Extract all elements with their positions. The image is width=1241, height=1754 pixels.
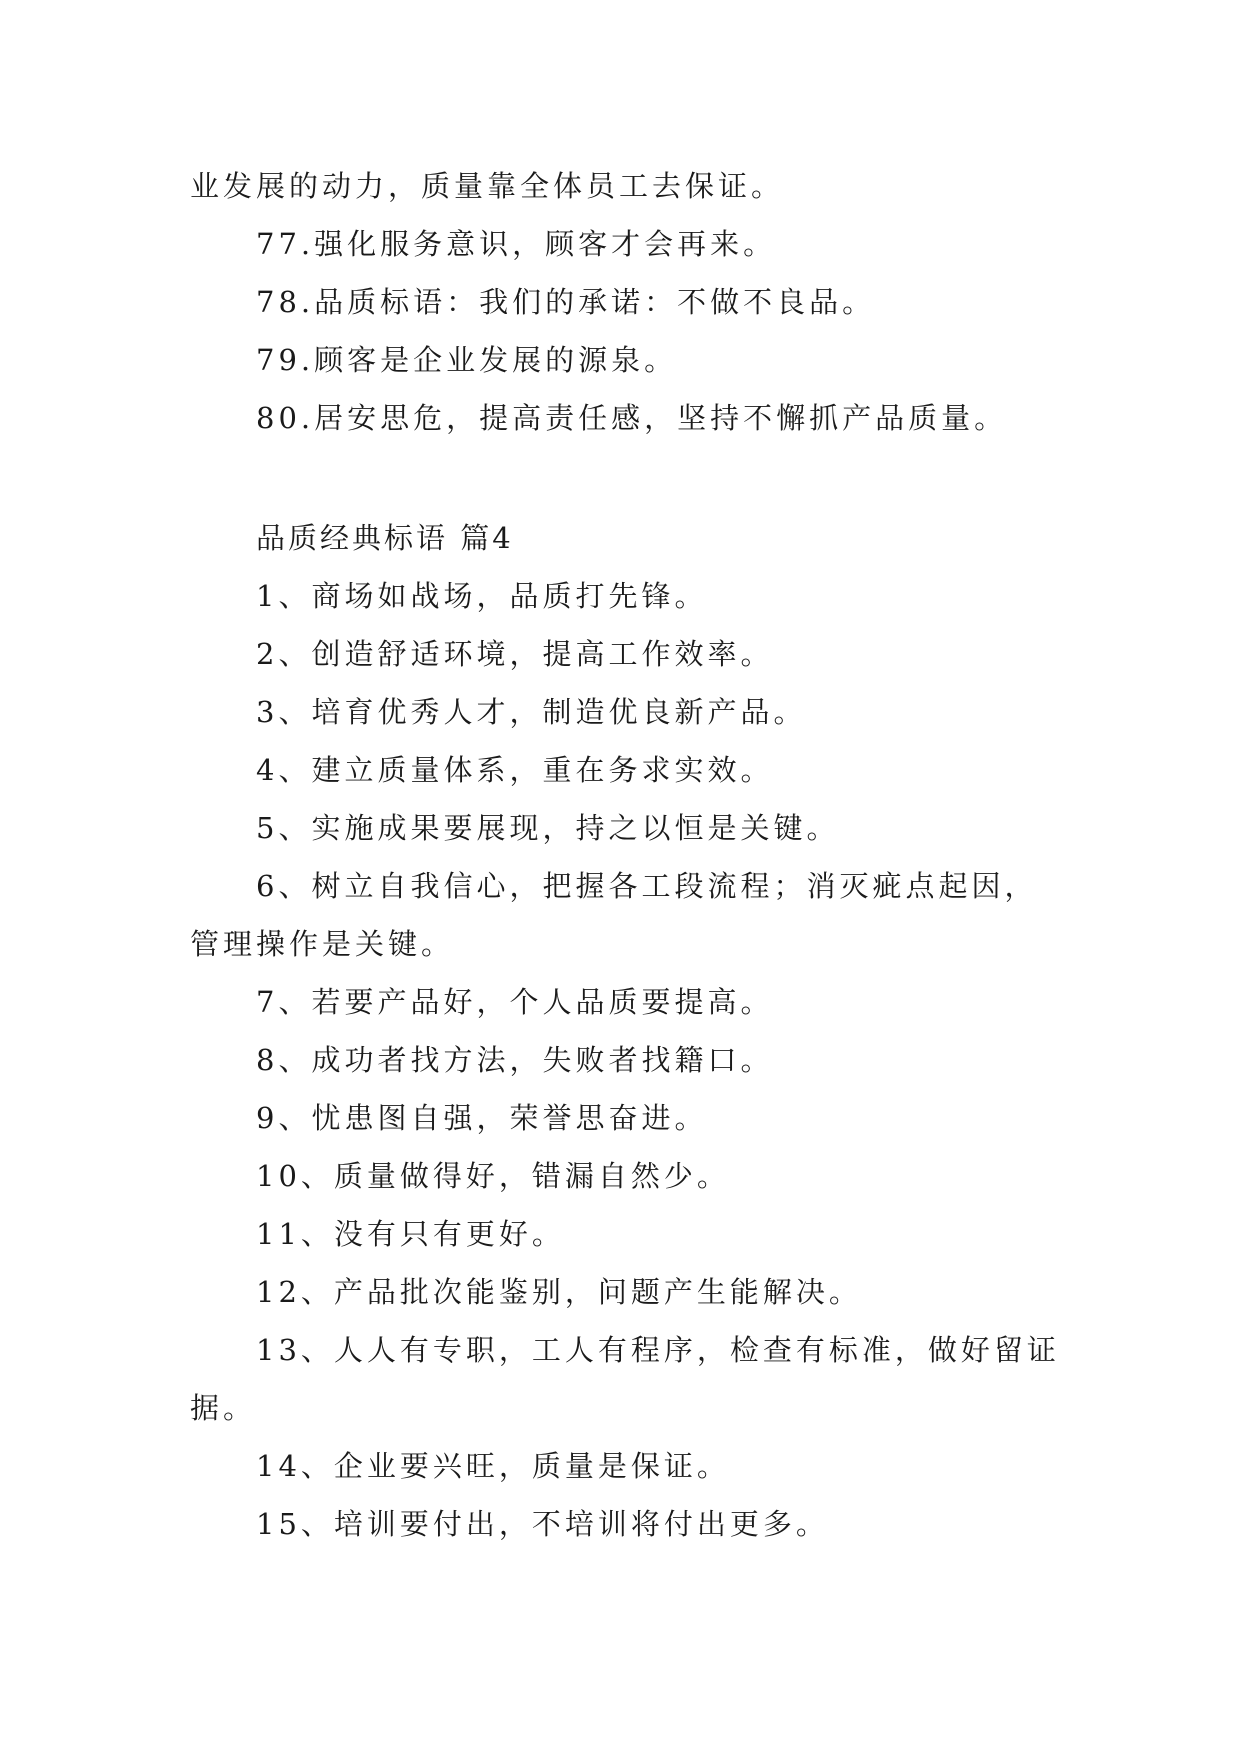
slogan-9: 9、忧患图自强，荣誉思奋进。: [256, 1101, 708, 1135]
slogan-77: 77.强化服务意识，顾客才会再来。: [256, 227, 777, 261]
slogan-80: 80.居安思危，提高责任感，坚持不懈抓产品质量。: [256, 401, 1008, 435]
slogan-2: 2、创造舒适环境，提高工作效率。: [256, 637, 774, 671]
slogan-10: 10、质量做得好，错漏自然少。: [256, 1159, 730, 1193]
slogan-12: 12、产品批次能鉴别，问题产生能解决。: [256, 1275, 862, 1309]
slogan-13-continuation: 据。: [190, 1391, 257, 1425]
slogan-1: 1、商场如战场，品质打先锋。: [256, 579, 708, 613]
slogan-5: 5、实施成果要展现，持之以恒是关键。: [256, 811, 840, 845]
slogan-6-continuation: 管理操作是关键。: [190, 927, 455, 961]
slogan-7: 7、若要产品好，个人品质要提高。: [256, 985, 774, 1019]
slogan-11: 11、没有只有更好。: [256, 1217, 565, 1251]
slogan-3: 3、培育优秀人才，制造优良新产品。: [256, 695, 807, 729]
slogan-8: 8、成功者找方法，失败者找籍口。: [256, 1043, 774, 1077]
slogan-78: 78.品质标语：我们的承诺：不做不良品。: [256, 285, 876, 319]
slogan-14: 14、企业要兴旺，质量是保证。: [256, 1449, 730, 1483]
text-line-continuation: 业发展的动力，质量靠全体员工去保证。: [190, 169, 785, 203]
slogan-6: 6、树立自我信心，把握各工段流程；消灭疵点起因，: [256, 869, 1038, 903]
slogan-13: 13、人人有专职，工人有程序，检查有标准，做好留证: [256, 1333, 1060, 1367]
slogan-4: 4、建立质量体系，重在务求实效。: [256, 753, 774, 787]
slogan-15: 15、培训要付出，不培训将付出更多。: [256, 1507, 829, 1541]
section-heading: 品质经典标语 篇4: [256, 521, 514, 555]
slogan-79: 79.顾客是企业发展的源泉。: [256, 343, 678, 377]
